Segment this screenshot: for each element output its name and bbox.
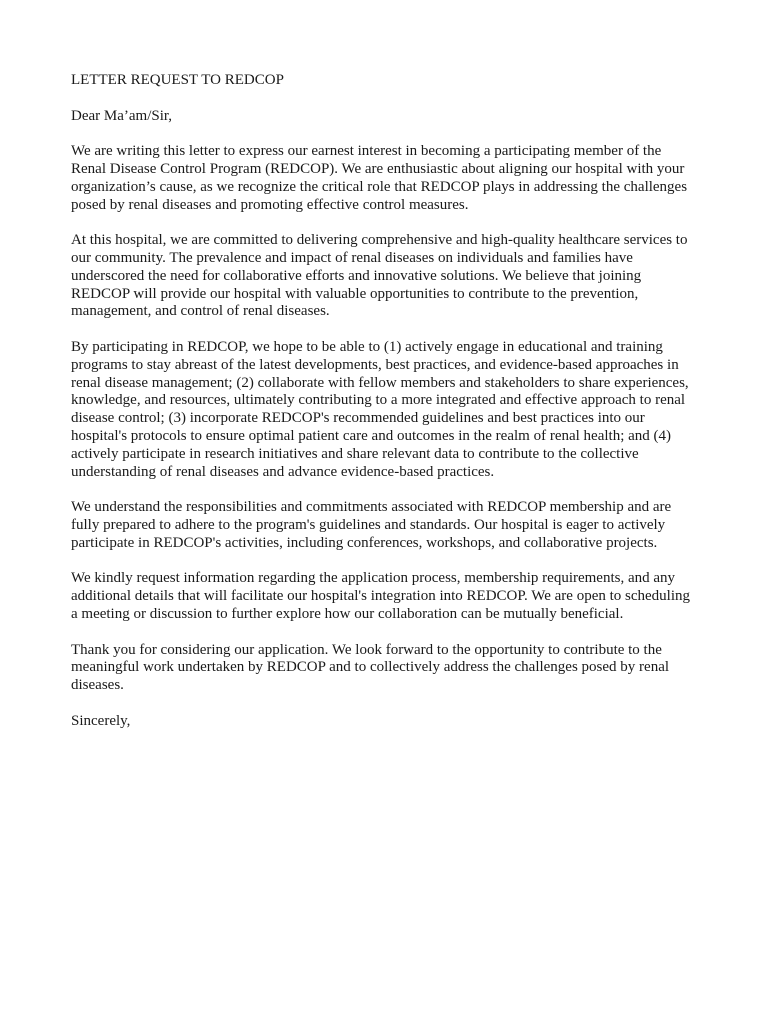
letter-document (71, 72, 697, 748)
paragraph-interest: We are writing this letter to express our earnest interest in becoming a participating member of the Renal Disease Control Program (REDCOP). We are enthusiastic about aligning our hospital with your organization’s cause, as we recognize the critical role that REDCOP plays in addressing the challenges posed by renal diseases and promoting effective control measures. (71, 143, 688, 213)
paragraph-request: We kindly request information regarding the application process, membership requirements, and any additional details that will facilitate our hospital's integration into REDCOP. We are open to scheduling a meeting or discussion to further explore how our collaboration can be mutually beneficial. (71, 570, 691, 622)
paragraph-goals: By participating in REDCOP, we hope to be able to (1) actively engage in educational and training programs to stay abreast of the latest developments, best practices, and evidence-based approaches in renal disease management; (2) collaborate with fellow members and stakeholders to share experiences, knowledge, and resources, ultimately contributing to a more integrated and effective approach to renal disease control; (3) incorporate REDCOP's recommended guidelines and best practices into our hospital's protocols to ensure optimal patient care and outcomes in the realm of renal health; and (4) actively participate in research initiatives and share relevant data to contribute to the collective understanding of renal diseases and advance evidence-based practices. (71, 338, 689, 480)
salutation: Dear Ma’am/Sir, (71, 107, 173, 124)
paragraph-commitment: At this hospital, we are committed to delivering comprehensive and high-quality healthcare services to our community. The prevalence and impact of renal diseases on individuals and families have underscored the need for collaborative efforts and innovative solutions. We believe that joining REDCOP will provide our hospital with valuable opportunities to contribute to the prevention, management, and control of renal diseases. (71, 232, 688, 320)
letter-title: LETTER REQUEST TO REDCOP (71, 72, 284, 88)
paragraph-responsibilities: We understand the responsibilities and commitments associated with REDCOP membership and are fully prepared to adhere to the program's guidelines and standards. Our hospital is eager to actively participate in REDCOP's activities, including conferences, workshops, and collaborative projects. (71, 499, 672, 551)
closing: Sincerely, (71, 712, 131, 729)
paragraph-thanks: Thank you for considering our application. We look forward to the opportunity to contribute to the meaningful work undertaken by REDCOP and to collectively address the challenges posed by renal diseases. (71, 641, 670, 694)
